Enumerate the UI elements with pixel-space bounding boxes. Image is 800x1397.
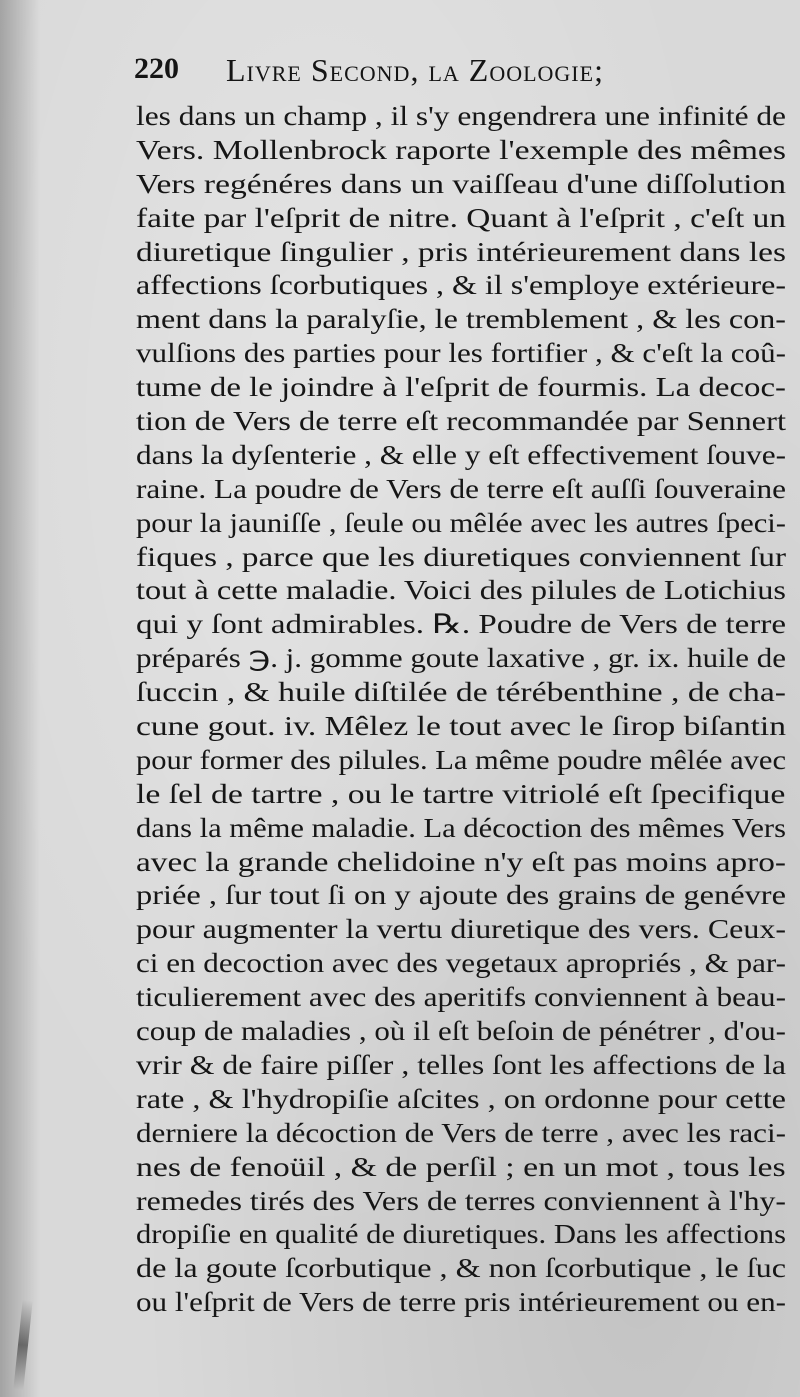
text-line-content: dans la dyſenterie , & elle y eſt effectivement ſouve- [136,439,786,470]
text-line-content: ou l'eſprit de Vers de terre pris intérieurement ou en- [136,1287,786,1318]
text-line-content: tume de le joindre à l'eſprit de fourmis. La decoc- [136,372,786,403]
text-line-content: affections ſcorbutiques , & il s'employe extérieure- [136,270,786,301]
text-line [136,541,788,575]
page-gutter-shadow [0,0,40,1397]
text-line [136,812,788,846]
text-line-content: vrir & de faire piſſer , telles ſont les affections de la [136,1049,786,1080]
text-line-content: ſuccin , & huile diſtilée de térébenthine , de cha- [136,677,786,708]
text-line [136,1286,788,1320]
text-line [136,1185,788,1219]
text-line [136,337,788,371]
running-head: Livre Second, la Zoologie; [226,52,604,88]
text-line-content: fiques , parce que les diuretiques conviennent ſur [136,541,786,572]
text-line-content: avec la grande chelidoine n'y eſt pas moins apro- [136,846,786,877]
text-line-content: pour former des pilules. La même poudre mêlée avec [136,744,786,775]
text-line-content: priée , ſur tout ſi on y ajoute des grains de genévre [136,880,786,911]
text-line-content: cune gout. iv. Mêlez le tout avec le ſirop biſantin [136,711,786,742]
text-line-content: pour augmenter la vertu diuretique des vers. Ceux- [136,914,786,945]
text-line [136,1252,788,1286]
text-line [136,1151,788,1185]
page-number: 220 [134,52,179,85]
text-line-content: préparés ℈. j. gomme goute laxative , gr. ix. huile de [136,643,786,674]
text-line [136,1083,788,1117]
text-line [136,1015,788,1049]
text-line-content: tout à cette maladie. Voici des pilules de Lotichius [136,575,786,606]
text-line-content: rate , & l'hydropiſie aſcites , on ordonne pour cette [136,1083,786,1114]
text-line-content: dans la même maladie. La décoction des mêmes Vers [136,812,786,843]
text-line [136,778,788,812]
text-line [136,981,788,1015]
text-line-content: dropiſie en qualité de diuretiques. Dans les affections [136,1219,786,1250]
text-line [136,202,788,236]
text-line [136,236,788,270]
text-line [136,879,788,913]
text-line [136,913,788,947]
text-line [136,134,788,168]
text-line-content: diuretique ſingulier , pris intérieurement dans les [136,236,786,267]
text-line [136,1049,788,1083]
text-line-content: pour la jauniſſe , ſeule ou mêlée avec les autres ſpeci- [136,507,786,538]
text-line [136,303,788,337]
text-line-content: de la goute ſcorbutique , & non ſcorbutique , le ſuc [136,1253,786,1284]
text-line-content: nes de fenoüil , & de perſil ; en un mot , tous les [136,1151,786,1182]
text-line-content: coup de maladies , où il eſt beſoin de pénétrer , d'ou- [136,1016,786,1047]
text-line [136,168,788,202]
text-line-content: derniere la décoction de Vers de terre , avec les raci- [136,1117,786,1148]
text-line [136,100,788,134]
text-line [136,846,788,880]
body-text [136,100,788,1320]
text-line [136,574,788,608]
text-line-content: ment dans la paralyſie, le tremblement , & les con- [136,304,786,335]
text-line [136,947,788,981]
text-line-content: Vers regénéres dans un vaiſſeau d'une diſſolution [136,168,786,199]
text-line [136,710,788,744]
text-line-content: les dans un champ , il s'y engendrera une infinité de [136,101,786,131]
text-line [136,473,788,507]
text-line [136,269,788,303]
text-line-content: vulſions des parties pour les fortifier , & c'eſt la coû- [136,338,786,369]
text-line [136,744,788,778]
text-line-content: raine. La poudre de Vers de terre eſt auſſi ſouveraine [136,473,787,504]
text-line [136,1218,788,1252]
text-line-content: ticulierement avec des aperitifs conviennent à beau- [136,982,786,1013]
text-line [136,405,788,439]
page-header [134,52,634,92]
text-line-content: tion de Vers de terre eſt recommandée par Sennert [136,406,786,437]
text-line [136,371,788,405]
text-line [136,608,788,642]
text-line [136,676,788,710]
text-line [136,1117,788,1151]
text-line [136,507,788,541]
text-line [136,642,788,676]
text-line-content: remedes tirés des Vers de terres conviennent à l'hy- [136,1185,786,1216]
text-line-content: Vers. Mollenbrock raporte l'exemple des mêmes [136,134,786,165]
text-line-content: le ſel de tartre , ou le tartre vitriolé eſt ſpecifique [136,778,786,809]
text-line [136,439,788,473]
text-line-content: ci en decoction avec des vegetaux apropriés , & par- [136,948,786,979]
text-line-content: qui y ſont admirables. ℞. Poudre de Vers de terre [136,609,786,640]
text-line-content: faite par l'eſprit de nitre. Quant à l'eſprit , c'eſt un [136,202,786,233]
